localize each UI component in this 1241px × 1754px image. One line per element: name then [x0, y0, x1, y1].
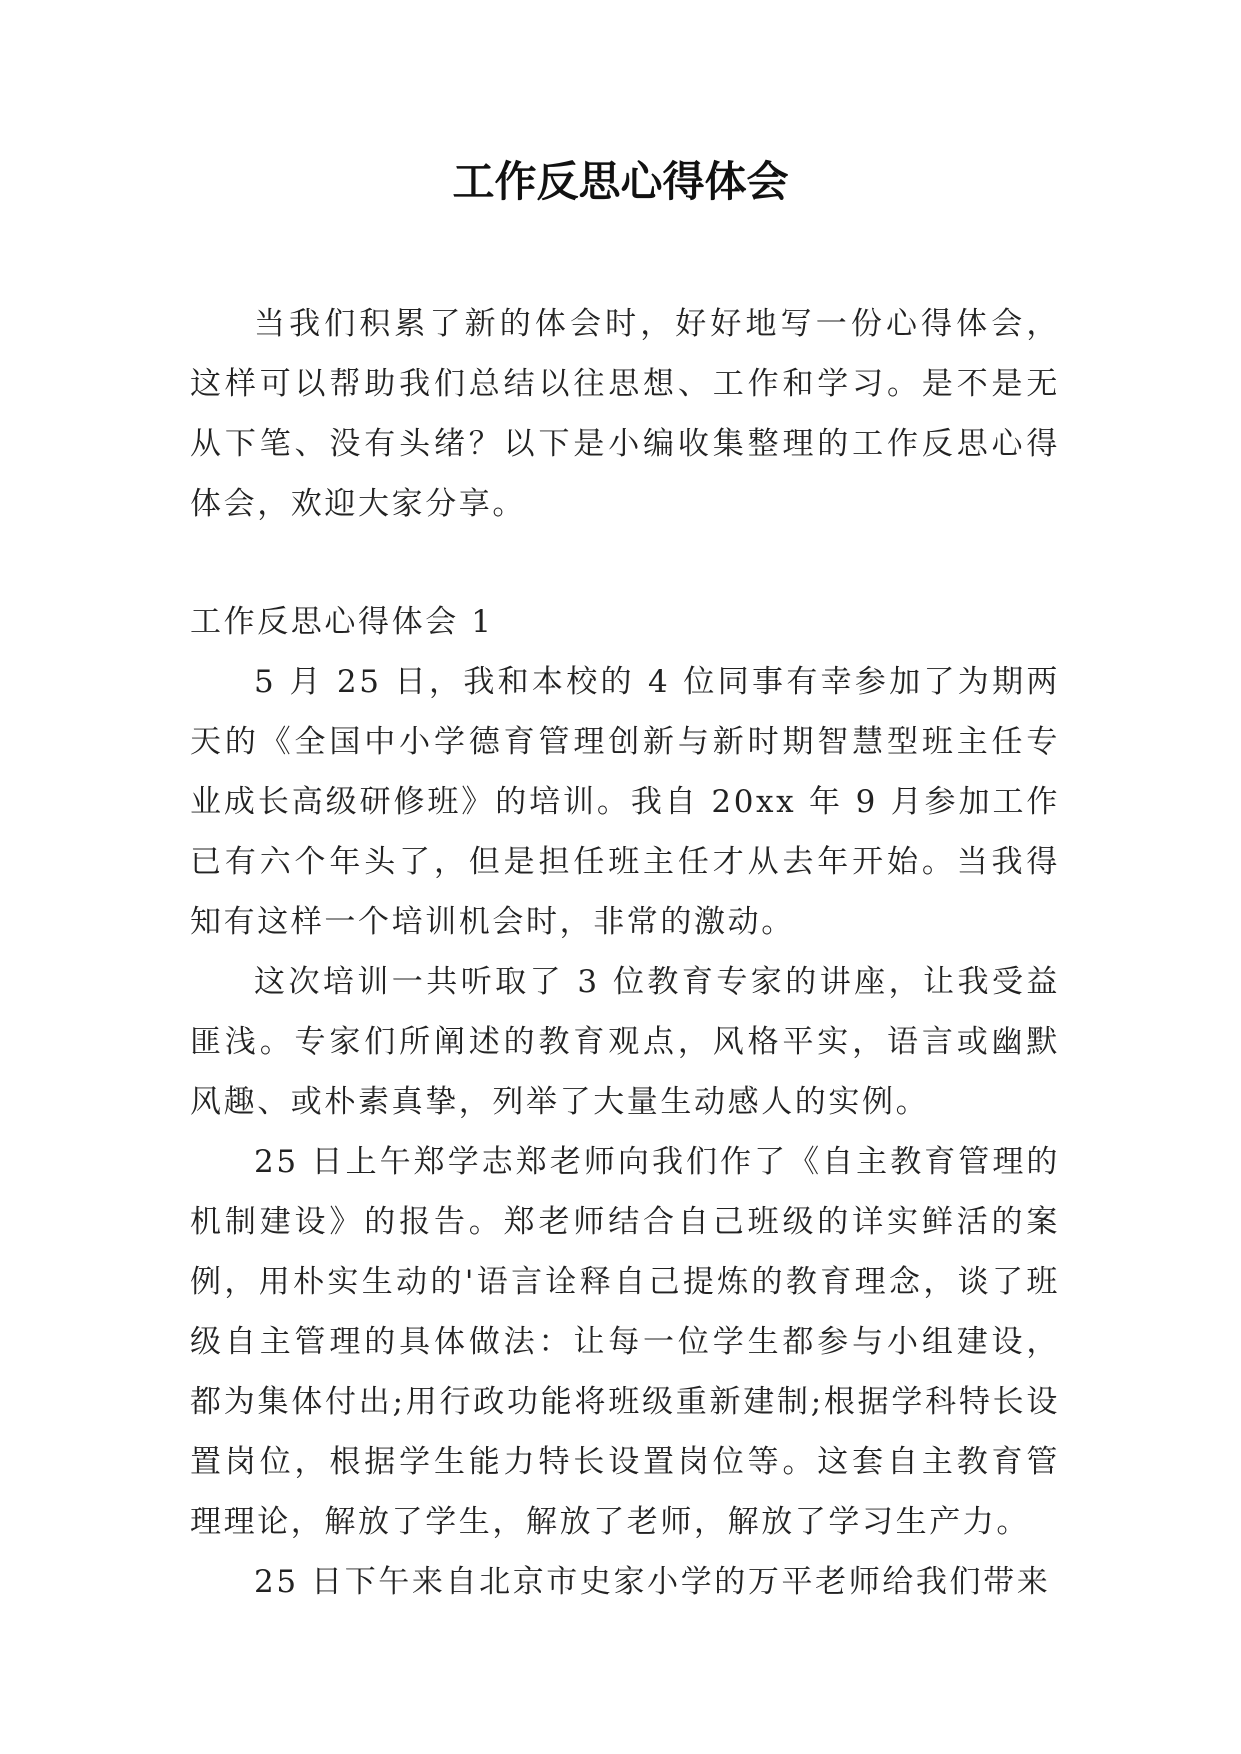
- body-paragraph: 25 日下午来自北京市史家小学的万平老师给我们带来: [254, 1564, 1051, 1600]
- intro-paragraph: 当我们积累了新的体会时，好好地写一份心得体会，这样可以帮助我们总结以往思想、工作和学习。是不是无从下笔、没有头绪？以下是小编收集整理的工作反思心得体会，欢迎大家分享。: [190, 306, 1060, 522]
- body-paragraph: 5 月 25 日，我和本校的 4 位同事有幸参加了为期两天的《全国中小学德育管理创新与新时期智慧型班主任专业成长高级研修班》的培训。我自 20xx 年 9 月参加工作已有六个年头了，但是担任班主任才从去年开始。当我得知有这样一个培训机会时，非常的激动。: [190, 664, 1060, 940]
- body-paragraph: 25 日上午郑学志郑老师向我们作了《自主教育管理的机制建设》的报告。郑老师结合自己班级的详实鲜活的案例，用朴实生动的'语言诠释自己提炼的教育理念，谈了班级自主管理的具体做法：让每一位学生都参与小组建设，都为集体付出;用行政功能将班级重新建制;根据学科特长设置岗位，根据学生能力特长设置岗位等。这套自主教育管理理论，解放了学生，解放了老师，解放了学习生产力。: [190, 1144, 1060, 1540]
- document-title: 工作反思心得体会: [452, 157, 789, 206]
- body-paragraph: 这次培训一共听取了 3 位教育专家的讲座，让我受益匪浅。专家们所阐述的教育观点，风格平实，语言或幽默风趣、或朴素真挚，列举了大量生动感人的实例。: [190, 964, 1060, 1120]
- section-heading: 工作反思心得体会 1: [190, 604, 494, 640]
- document-body: [190, 294, 1060, 1612]
